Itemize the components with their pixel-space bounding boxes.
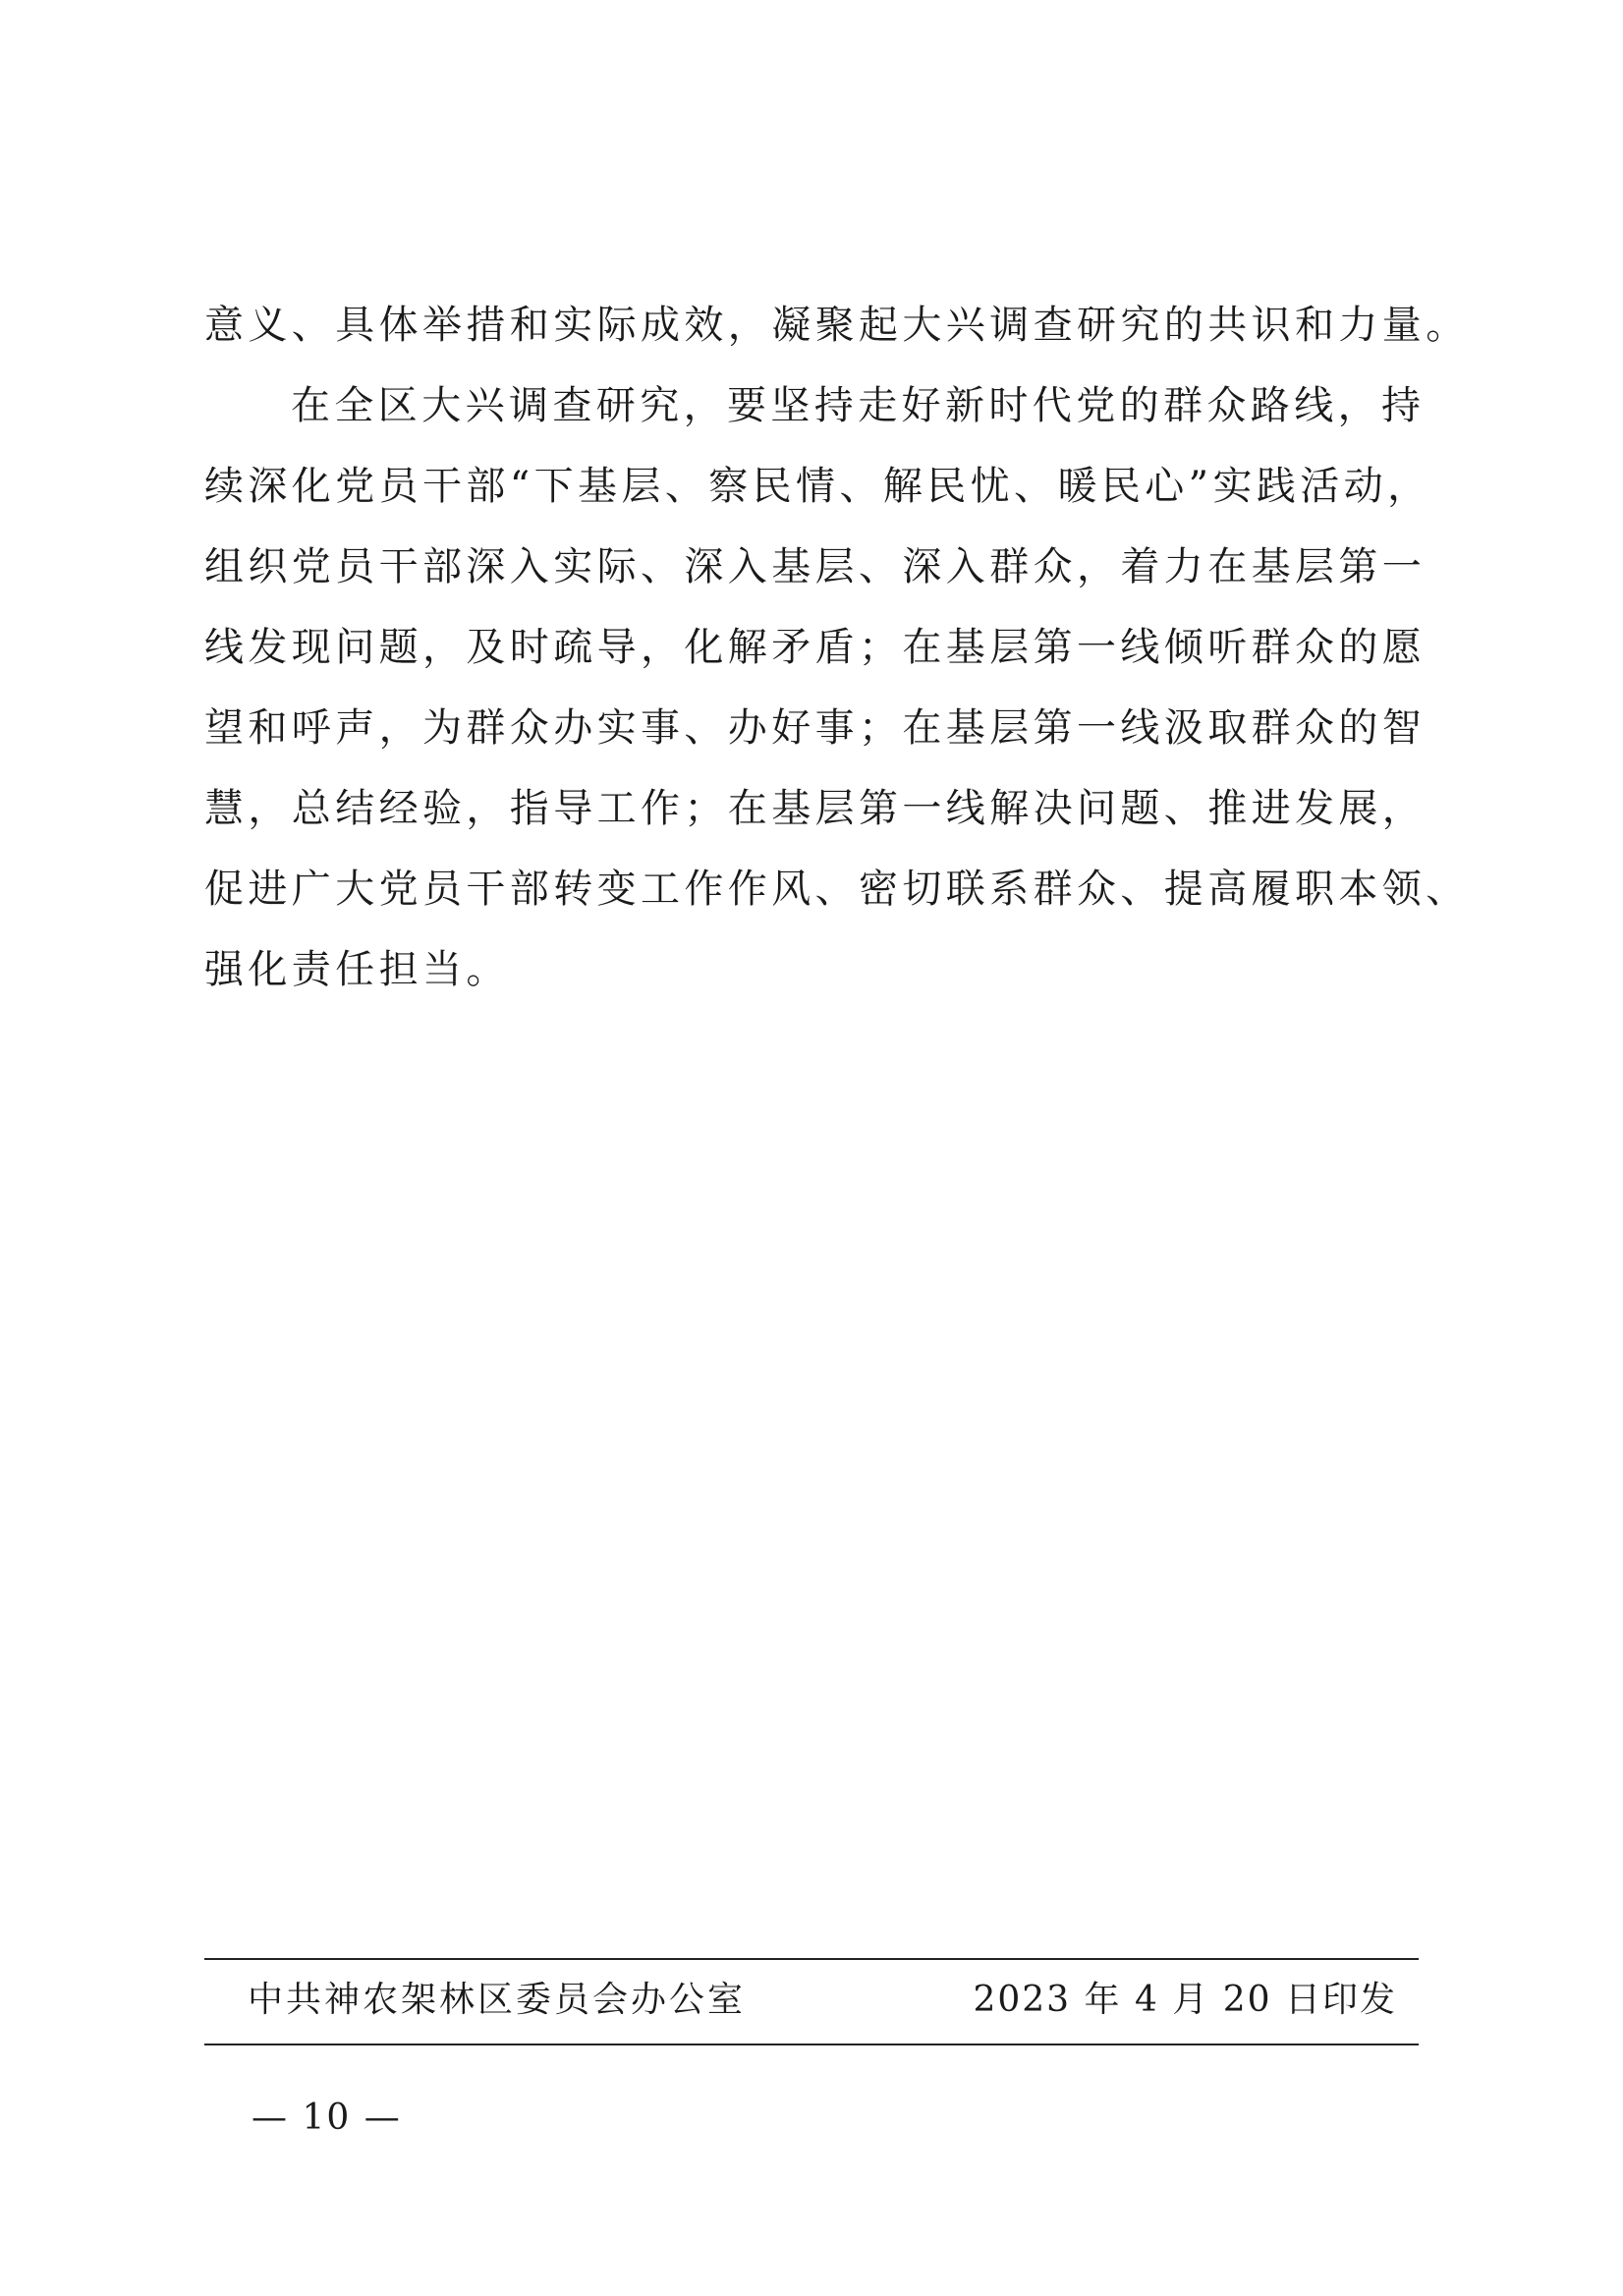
body-line: 意义、具体举措和实际成效，凝聚起大兴调查研究的共识和力量。 (204, 303, 1470, 348)
body-line: 在全区大兴调查研究，要坚持走好新时代党的群众路线，持 (291, 383, 1426, 428)
footer-date: 2023 年 4 月 20 日印发 (973, 1980, 1397, 2020)
body-line: 望和呼声，为群众办实事、办好事；在基层第一线汲取群众的智 (204, 705, 1427, 751)
page-number: — 10 — (252, 2098, 402, 2138)
footer-top-rule (204, 1958, 1419, 1960)
body-line: 组织党员干部深入实际、深入基层、深入群众，着力在基层第一 (204, 544, 1427, 589)
body-line: 强化责任担当。 (204, 947, 510, 992)
body-line: 续深化党员干部“下基层、察民情、解民忧、暖民心”实践活动， (204, 464, 1431, 509)
body-line: 促进广大党员干部转变工作作风、密切联系群众、提高履职本领、 (204, 867, 1470, 912)
footer-issuer: 中共神农架林区委员会办公室 (248, 1980, 747, 2020)
body-line: 线发现问题，及时疏导，化解矛盾；在基层第一线倾听群众的愿 (204, 625, 1427, 670)
body-line: 慧，总结经验，指导工作；在基层第一线解决问题、推进发展， (204, 786, 1427, 831)
body-text (204, 285, 1470, 1010)
footer-bottom-rule (204, 2044, 1419, 2045)
